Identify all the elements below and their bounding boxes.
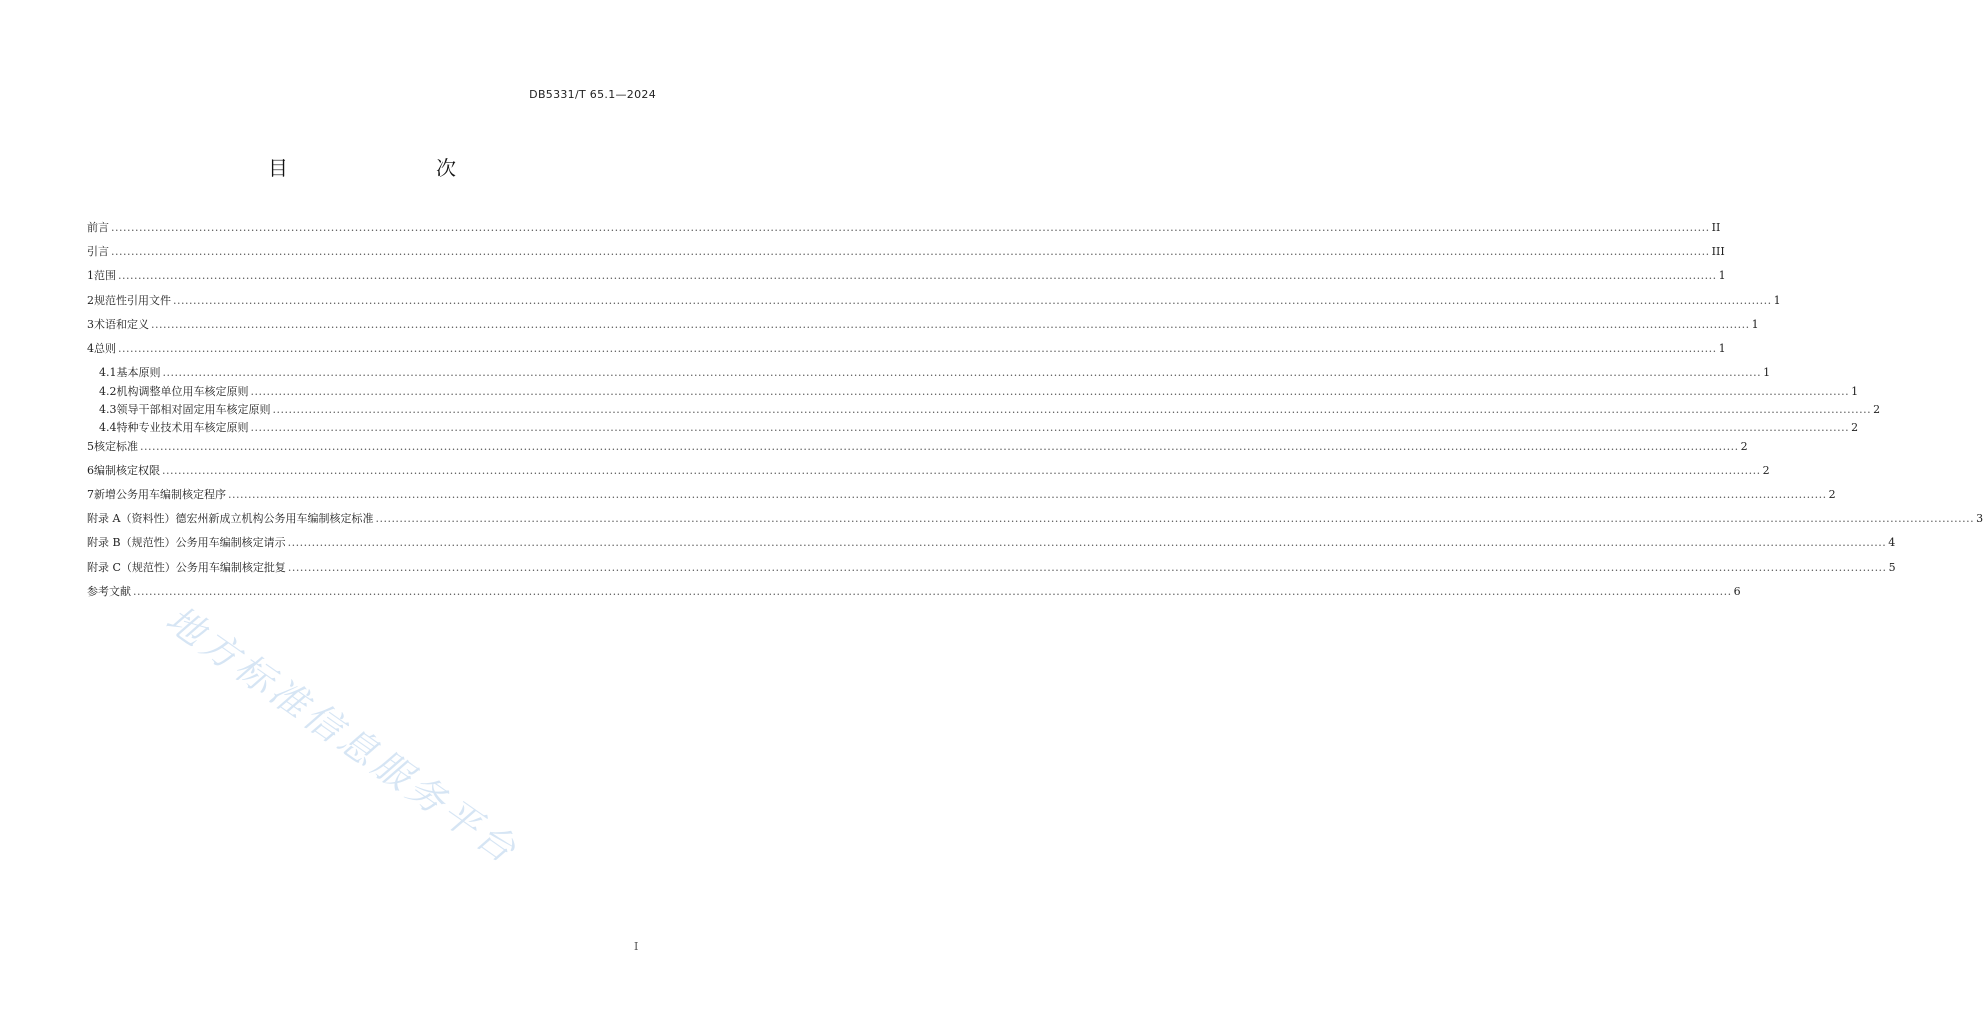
toc-dot-leader: ................................................................................................................................................................................................................................................................................................................................................................................................................: [272, 402, 1872, 416]
toc-entry-page: 2: [1740, 439, 1748, 453]
toc-entry-page: 2: [1762, 463, 1770, 477]
toc-dot-leader: ................................................................................................................................................................................................................................................................................................................................................................................................................: [162, 463, 1761, 477]
toc-entry-number: 附录 B（规范性）: [87, 536, 176, 550]
toc-entry-label: 总则: [94, 341, 116, 355]
toc-entry-number: 附录 C（规范性）: [87, 560, 176, 574]
toc-entry-page: 1: [1751, 317, 1759, 331]
toc-entry-number: 6: [87, 463, 94, 477]
toc-entry-number: 7: [87, 488, 94, 502]
toc-dot-leader: ................................................................................................................................................................................................................................................................................................................................................................................................................: [162, 366, 1762, 380]
toc-entry-number: 3: [87, 317, 94, 331]
toc-entry[interactable]: [87, 583, 1741, 607]
toc-dot-leader: ................................................................................................................................................................................................................................................................................................................................................................................................................: [287, 560, 1887, 574]
toc-entry-label: 公务用车编制核定请示: [175, 536, 286, 550]
toc-entry[interactable]: [87, 510, 1983, 534]
toc-dot-leader: ................................................................................................................................................................................................................................................................................................................................................................................................................: [111, 245, 1710, 259]
toc-entry-page: II: [1711, 221, 1721, 234]
toc-entry[interactable]: [87, 219, 1721, 243]
toc-entry-label: 术语和定义: [94, 317, 149, 331]
toc-entry-label: 范围: [94, 269, 116, 283]
toc-dot-leader: ................................................................................................................................................................................................................................................................................................................................................................................................................: [118, 269, 1717, 283]
toc-dot-leader: ................................................................................................................................................................................................................................................................................................................................................................................................................: [375, 512, 1975, 526]
toc-dot-leader: ................................................................................................................................................................................................................................................................................................................................................................................................................: [228, 488, 1827, 502]
toc-entry-page: 1: [1718, 269, 1726, 283]
toc-entry-page: 1: [1763, 366, 1771, 380]
toc-entry-label: 前言: [87, 221, 109, 234]
toc-dot-leader: ................................................................................................................................................................................................................................................................................................................................................................................................................: [173, 293, 1772, 307]
page-title: 目 次: [268, 156, 492, 180]
toc-entry-number: 2: [87, 293, 94, 307]
toc-dot-leader: ................................................................................................................................................................................................................................................................................................................................................................................................................: [250, 384, 1850, 398]
toc-entry-number: 4: [87, 341, 94, 355]
toc-entry-number: 4.4: [99, 421, 117, 435]
toc-entry[interactable]: [87, 340, 1726, 364]
toc-entry-label: 编制核定权限: [94, 463, 160, 477]
table-of-contents: [87, 219, 1983, 607]
toc-entry[interactable]: [87, 316, 1759, 340]
toc-entry[interactable]: [87, 534, 1896, 558]
toc-entry[interactable]: [87, 243, 1725, 267]
toc-entry-label: 基本原则: [116, 366, 161, 380]
toc-entry-label: 规范性引用文件: [94, 293, 171, 307]
toc-entry[interactable]: [87, 486, 1836, 510]
toc-entry[interactable]: [87, 438, 1748, 462]
toc-entry-number: 5: [87, 439, 94, 453]
toc-entry-number: 附录 A（资料性）: [87, 512, 176, 526]
toc-entry[interactable]: [87, 559, 1896, 583]
toc-entry-number: 1: [87, 269, 94, 283]
toc-dot-leader: ................................................................................................................................................................................................................................................................................................................................................................................................................: [140, 439, 1739, 453]
toc-entry[interactable]: [87, 267, 1726, 291]
toc-dot-leader: ................................................................................................................................................................................................................................................................................................................................................................................................................: [111, 221, 1710, 234]
toc-entry-number: 4.3: [99, 402, 117, 416]
toc-entry-page: 1: [1851, 384, 1859, 398]
page-number: I: [634, 940, 639, 953]
toc-entry-page: 1: [1773, 293, 1781, 307]
toc-entry-label: 引言: [87, 245, 109, 259]
toc-dot-leader: ................................................................................................................................................................................................................................................................................................................................................................................................................: [118, 341, 1717, 355]
toc-dot-leader: ................................................................................................................................................................................................................................................................................................................................................................................................................: [250, 421, 1850, 435]
toc-entry[interactable]: [87, 419, 1859, 437]
document-code: DB5331/T 65.1—2024: [529, 88, 656, 101]
toc-entry-label: 德宏州新成立机构公务用车编制核定标准: [175, 512, 374, 526]
toc-entry-label: 领导干部相对固定用车核定原则: [116, 402, 271, 416]
watermark: 地方标准信息服务平台: [158, 597, 527, 874]
toc-entry-page: 2: [1851, 421, 1859, 435]
toc-entry-label: 新增公务用车编制核定程序: [94, 488, 226, 502]
toc-entry[interactable]: [87, 383, 1859, 401]
toc-entry-label: 机构调整单位用车核定原则: [116, 384, 249, 398]
toc-entry[interactable]: [87, 292, 1781, 316]
toc-entry-label: 核定标准: [94, 439, 138, 453]
toc-entry-page: 4: [1888, 536, 1896, 550]
toc-entry-number: 4.2: [99, 384, 117, 398]
toc-entry[interactable]: [87, 364, 1771, 382]
toc-dot-leader: ................................................................................................................................................................................................................................................................................................................................................................................................................: [133, 584, 1732, 598]
toc-entry-label: 公务用车编制核定批复: [175, 560, 286, 574]
toc-entry-label: 特种专业技术用车核定原则: [116, 421, 249, 435]
toc-entry-number: 4.1: [99, 366, 117, 380]
toc-entry-page: 3: [1976, 512, 1983, 526]
toc-entry-label: 参考文献: [87, 584, 131, 598]
toc-entry-page: 2: [1828, 488, 1836, 502]
toc-entry-page: III: [1711, 245, 1725, 259]
toc-entry-page: 5: [1888, 560, 1896, 574]
toc-entry[interactable]: [87, 462, 1770, 486]
toc-dot-leader: ................................................................................................................................................................................................................................................................................................................................................................................................................: [151, 317, 1750, 331]
toc-entry-page: 1: [1718, 341, 1726, 355]
toc-entry-page: 2: [1873, 402, 1881, 416]
toc-entry-page: 6: [1733, 584, 1741, 598]
toc-dot-leader: ................................................................................................................................................................................................................................................................................................................................................................................................................: [287, 536, 1887, 550]
toc-entry[interactable]: [87, 401, 1881, 419]
